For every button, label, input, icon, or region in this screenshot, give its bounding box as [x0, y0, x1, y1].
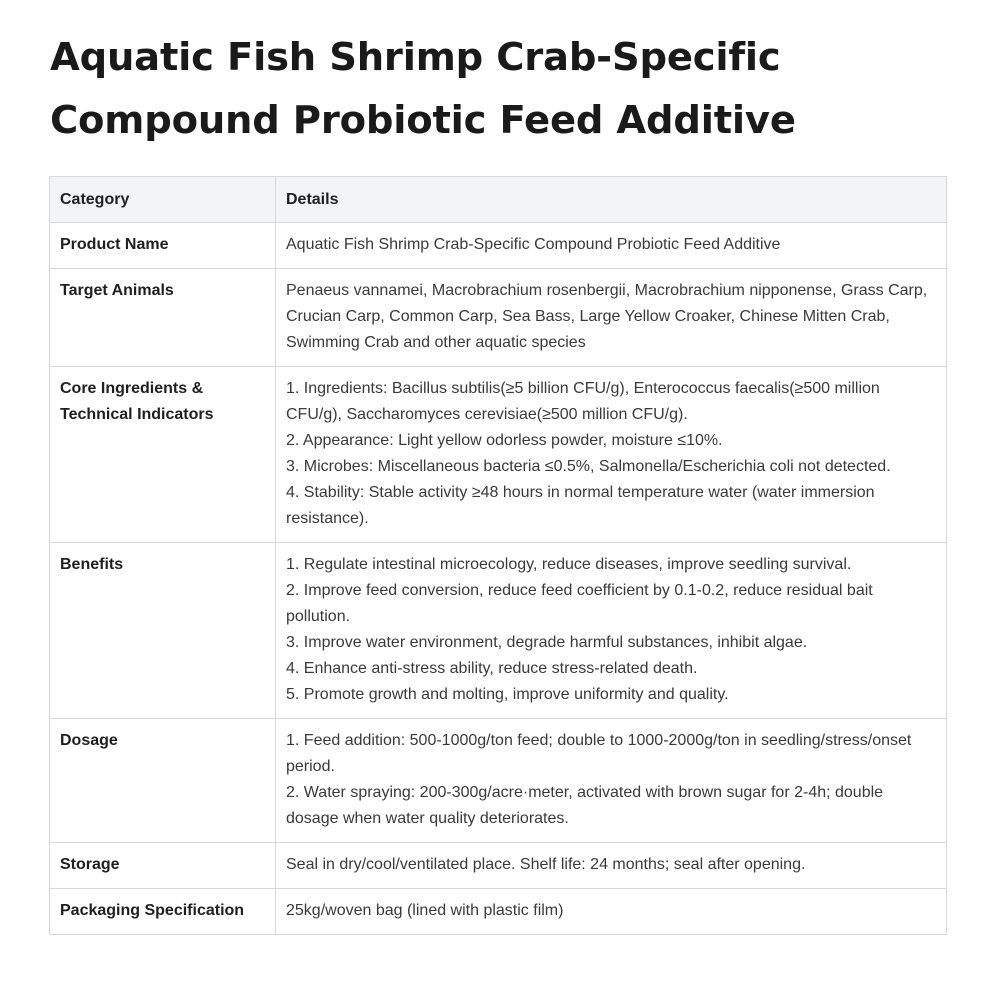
- detail-line: Seal in dry/cool/ventilated place. Shelf life: 24 months; seal after opening.: [286, 856, 806, 873]
- detail-line: 4. Stability: Stable activity ≥48 hours in normal temperature water (water immersion resistance).: [286, 484, 875, 527]
- table-row: [50, 269, 947, 367]
- category-cell: Core Ingredients & Technical Indicators: [50, 367, 276, 543]
- details-cell: [276, 719, 947, 843]
- table-row: [50, 719, 947, 843]
- column-header-category: Category: [50, 177, 276, 223]
- detail-line: Penaeus vannamei, Macrobrachium rosenbergii, Macrobrachium nipponense, Grass Carp, Crucian Carp, Common Carp, Sea Bass, Large Yellow Croaker, Chinese Mitten Crab, Swimming Crab and other aquatic species: [286, 282, 928, 351]
- table-row: [50, 543, 947, 719]
- detail-line: 1. Ingredients: Bacillus subtilis(≥5 billion CFU/g), Enterococcus faecalis(≥500 million CFU/g), Saccharomyces cerevisiae(≥500 million CFU/g).: [286, 380, 880, 423]
- detail-line: 1. Feed addition: 500-1000g/ton feed; double to 1000-2000g/ton in seedling/stress/onset period.: [286, 732, 912, 775]
- details-cell: [276, 269, 947, 367]
- detail-line: 2. Appearance: Light yellow odorless powder, moisture ≤10%.: [286, 432, 723, 449]
- specification-table: [49, 176, 947, 935]
- page-title: Aquatic Fish Shrimp Crab-Specific Compound Probiotic Feed Additive: [50, 35, 796, 143]
- table-row: [50, 223, 947, 269]
- detail-line: 5. Promote growth and molting, improve uniformity and quality.: [286, 686, 729, 703]
- details-cell: [276, 889, 947, 935]
- category-cell: Storage: [50, 843, 276, 889]
- table-row: [50, 843, 947, 889]
- detail-line: 1. Regulate intestinal microecology, reduce diseases, improve seedling survival.: [286, 556, 852, 573]
- detail-line: 3. Improve water environment, degrade harmful substances, inhibit algae.: [286, 634, 808, 651]
- detail-line: 2. Water spraying: 200-300g/acre·meter, activated with brown sugar for 2-4h; double dosage when water quality deteriorates.: [286, 784, 884, 827]
- details-cell: [276, 367, 947, 543]
- column-header-details: Details: [276, 177, 947, 223]
- category-cell: Target Animals: [50, 269, 276, 367]
- detail-line: 4. Enhance anti-stress ability, reduce stress-related death.: [286, 660, 698, 677]
- table-row: [50, 889, 947, 935]
- category-cell: Packaging Specification: [50, 889, 276, 935]
- table-row: [50, 367, 947, 543]
- details-cell: [276, 843, 947, 889]
- detail-line: 3. Microbes: Miscellaneous bacteria ≤0.5%, Salmonella/Escherichia coli not detected.: [286, 458, 891, 475]
- detail-line: 2. Improve feed conversion, reduce feed coefficient by 0.1-0.2, reduce residual bait pollution.: [286, 582, 873, 625]
- detail-line: 25kg/woven bag (lined with plastic film): [286, 902, 564, 919]
- category-cell: Benefits: [50, 543, 276, 719]
- table-header-row: [50, 177, 947, 223]
- details-cell: [276, 543, 947, 719]
- category-cell: Product Name: [50, 223, 276, 269]
- details-cell: [276, 223, 947, 269]
- detail-line: Aquatic Fish Shrimp Crab-Specific Compound Probiotic Feed Additive: [286, 236, 781, 253]
- category-cell: Dosage: [50, 719, 276, 843]
